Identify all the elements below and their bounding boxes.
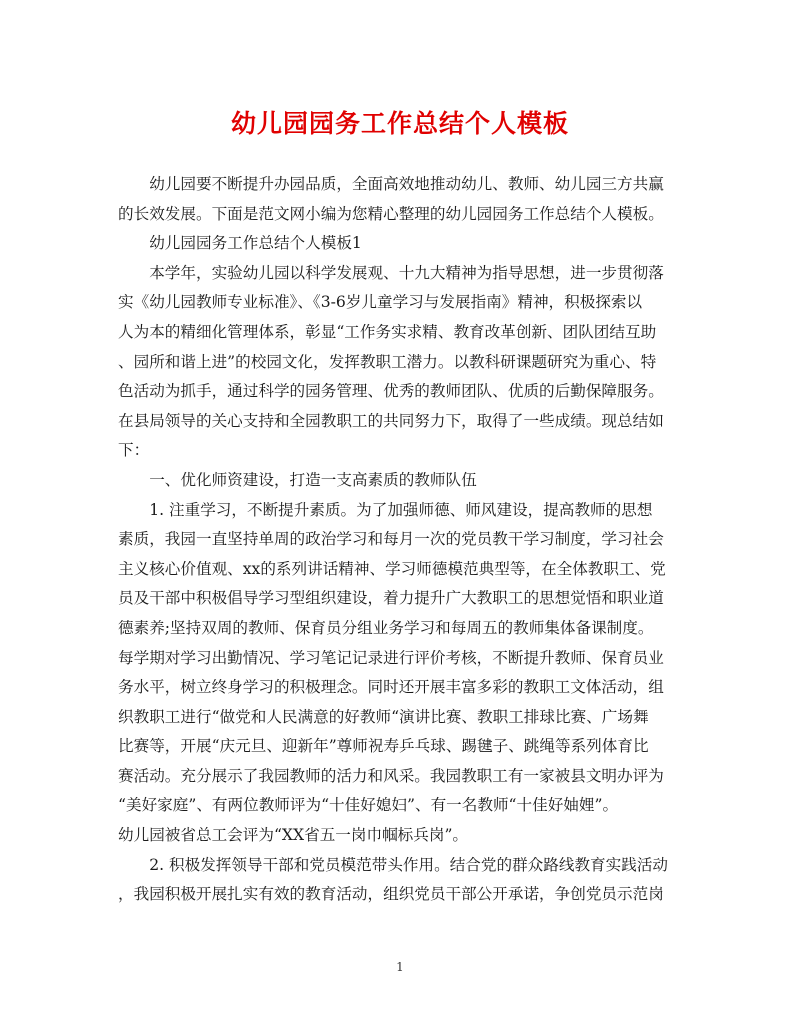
body-line: 幼儿园被省总工会评为“XX省五一岗巾帼标兵岗”。	[118, 826, 469, 845]
body-line: 德素养;坚持双周的教师、保育员分组业务学习和每周五的教师集体备课制度。	[118, 618, 654, 637]
body-line: 人为本的精细化管理体系，彰显“工作务实求精、教育改革创新、团队团结互助	[118, 322, 657, 341]
body-line: 本学年，实验幼儿园以科学发展观、十九大精神为指导思想，进一步贯彻落	[149, 263, 664, 282]
body-line: 员及干部中积极倡导学习型组织建设，着力提升广大教职工的思想觉悟和职业道	[118, 589, 664, 608]
body-line: 幼儿园要不断提升办园品质，全面高效地推动幼儿、教师、幼儿园三方共赢	[149, 175, 664, 193]
body-line: 一、优化师资建设，打造一支高素质的教师队伍	[149, 470, 477, 489]
body-line: 色活动为抓手，通过科学的园务管理、优秀的教师团队、优质的后勤保障服务。	[118, 382, 664, 401]
body-line: 比赛等，开展“庆元旦、迎新年”尊师祝寿乒乓球、踢毽子、跳绳等系列体育比	[118, 737, 649, 756]
body-line: 1. 注重学习，不断提升素质。为了加强师德、师风建设，提高教师的思想	[149, 500, 653, 519]
body-line: 幼儿园园务工作总结个人模板1	[149, 234, 362, 253]
body-line: 务水平，树立终身学习的积极理念。同时还开展丰富多彩的教职工文体活动，组	[118, 678, 664, 697]
body-line: 实《幼儿园教师专业标准》、《3-6岁儿童学习与发展指南》精神，积极探索以	[118, 293, 643, 312]
body-line: “美好家庭”、有两位教师评为“十佳好媳妇”、有一名教师“十佳好妯娌”。	[118, 796, 619, 815]
body-line: 在县局领导的关心支持和全园教职工的共同努力下，取得了一些成绩。现总结如	[118, 411, 664, 430]
body-line: 下：	[118, 441, 150, 460]
body-line: ，我园积极开展扎实有效的教育活动，组织党员干部公开承诺，争创党员示范岗	[118, 885, 664, 904]
body-line: 每学期对学习出勤情况、学习笔记记录进行评价考核，不断提升教师、保育员业	[118, 648, 664, 667]
body-line: 赛活动。充分展示了我园教师的活力和风采。我园教职工有一家被县文明办评为	[118, 766, 664, 785]
body-line: 织教职工进行“做党和人民满意的好教师“演讲比赛、教职工排球比赛、广场舞	[118, 707, 649, 726]
page-number: 1	[396, 960, 404, 974]
document-title: 幼儿园园务工作总结个人模板	[230, 109, 569, 138]
body-line: 、园所和谐上进”的校园文化，发挥教职工潜力。以教科研课题研究为重心、特	[118, 352, 657, 371]
body-line: 主义核心价值观、xx的系列讲话精神、学习师德模范典型等，在全体教职工、党	[118, 559, 666, 578]
body-line: 2. 积极发挥领导干部和党员模范带头作用。结合党的群众路线教育实践活动	[149, 855, 669, 874]
body-line: 的长效发展。下面是范文网小编为您精心整理的幼儿园园务工作总结个人模板。	[118, 204, 664, 223]
body-line: 素质，我园一直坚持单周的政治学习和每月一次的党员教干学习制度，学习社会	[118, 530, 664, 549]
document-body	[118, 170, 684, 910]
